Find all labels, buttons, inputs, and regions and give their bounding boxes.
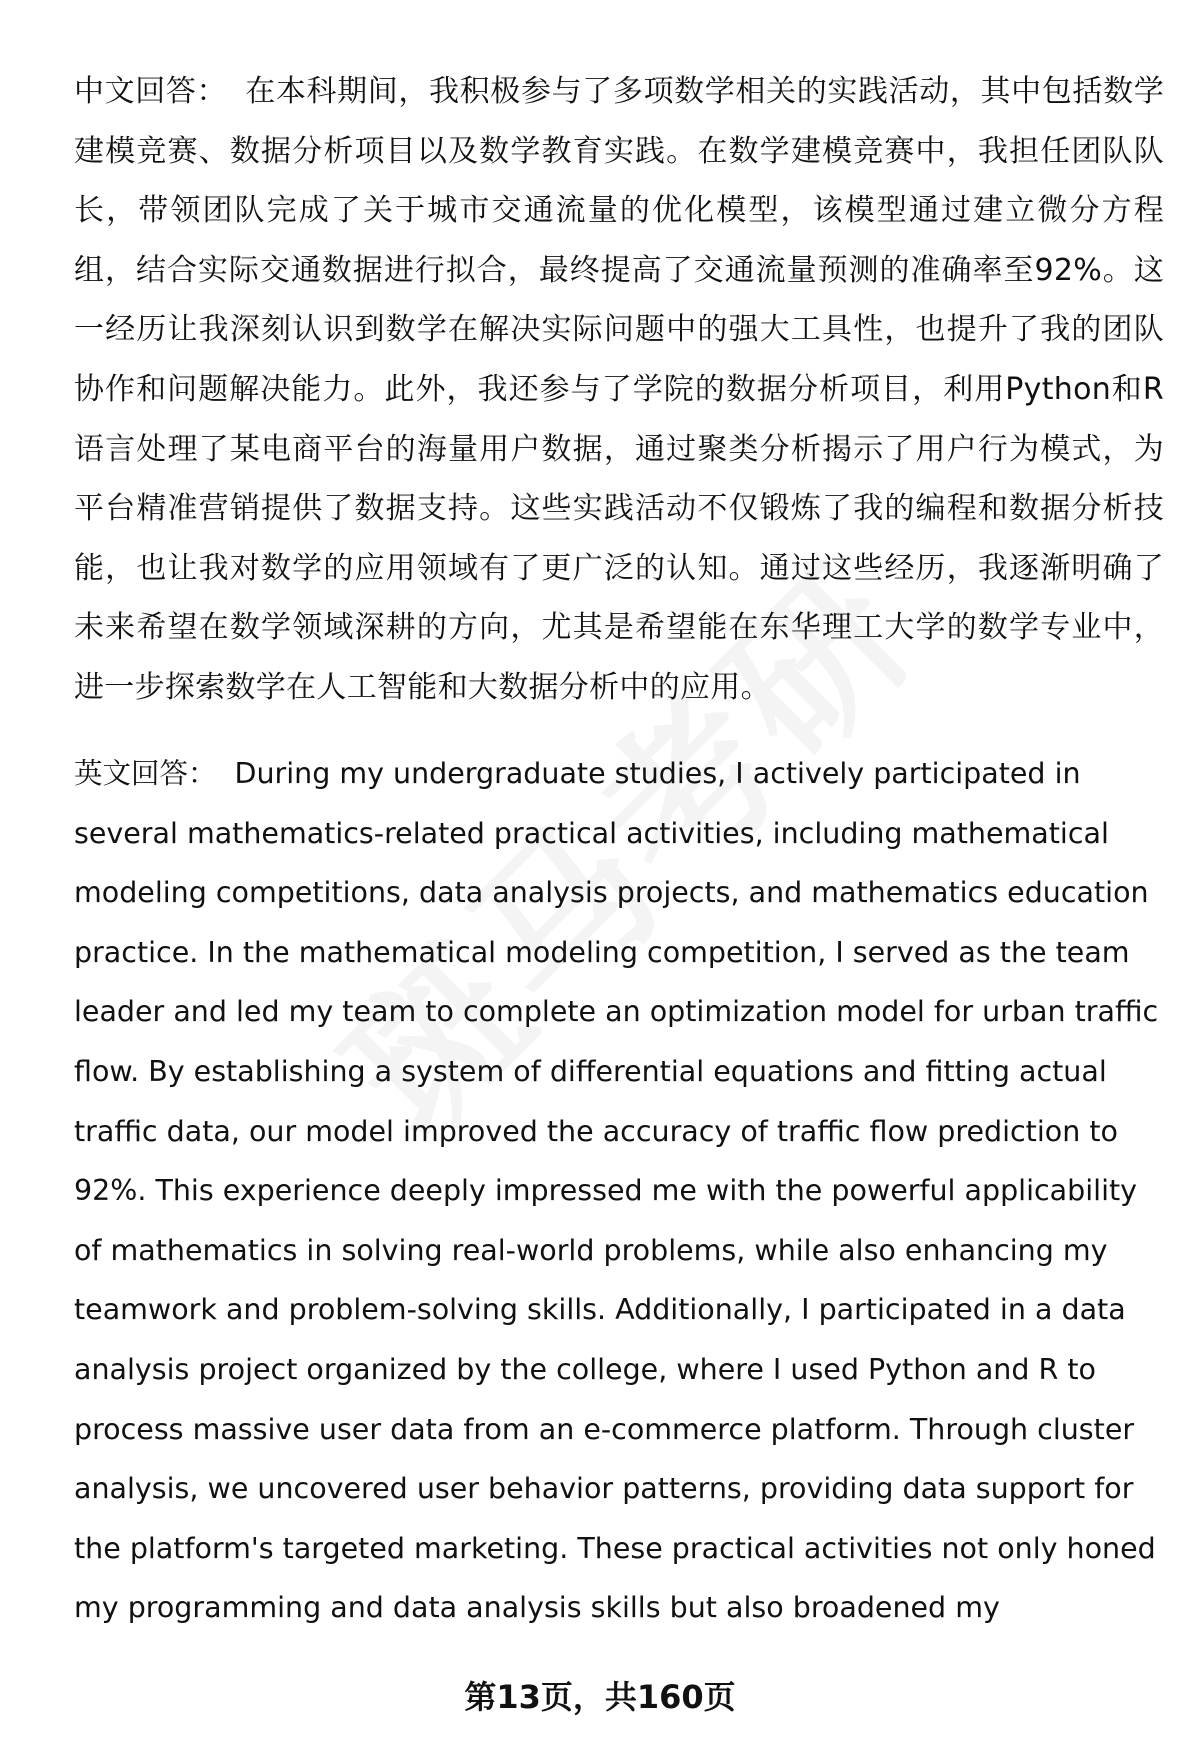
english-answer-text: During my undergraduate studies, I actively participated in several mathematics-related practical activities, including mathematical modeling competitions, data analysis projects, and mathematics education practice. In the mathematical modeling competition, I served as the team leader and led my team to complete an optimization model for urban traffic flow. By establishing a system of differential equations and fitting actual traffic data, our model improved the accuracy of traffic flow prediction to 92%. This experience deeply impressed me with the powerful applicability of mathematics in solving real-world problems, while also enhancing my teamwork and problem-solving skills. Additionally, I participated in a data analysis project organized by the college, where I used Python and R to process massive user data from an e-commerce platform. Through cluster analysis, we uncovered user behavior patterns, providing data support for the platform's targeted marketing. These practical activities not only honed my programming and data analysis skills but also broadened my	[74, 757, 1159, 1625]
chinese-answer-label: 中文回答：	[74, 74, 228, 109]
chinese-answer-text: 在本科期间，我积极参与了多项数学相关的实践活动，其中包括数学建模竞赛、数据分析项目以及数学教育实践。在数学建模竞赛中，我担任团队队长，带领团队完成了关于城市交通流量的优化模型，该模型通过建立微分方程组，结合实际交通数据进行拟合，最终提高了交通流量预测的准确率至92%。这一经历让我深刻认识到数学在解决实际问题中的强大工具性，也提升了我的团队协作和问题解决能力。此外，我还参与了学院的数据分析项目，利用Python和R语言处理了某电商平台的海量用户数据，通过聚类分析揭示了用户行为模式，为平台精准营销提供了数据支持。这些实践活动不仅锻炼了我的编程和数据分析技能，也让我对数学的应用领域有了更广泛的认知。通过这些经历，我逐渐明确了未来希望在数学领域深耕的方向，尤其是希望能在东华理工大学的数学专业中，进一步探索数学在人工智能和大数据分析中的应用。	[74, 74, 1165, 705]
english-answer-label: 英文回答：	[74, 757, 217, 790]
chinese-answer-paragraph	[74, 62, 1164, 718]
page-number-footer: 第13页，共160页	[464, 1678, 736, 1716]
english-answer-paragraph	[74, 744, 1164, 1638]
